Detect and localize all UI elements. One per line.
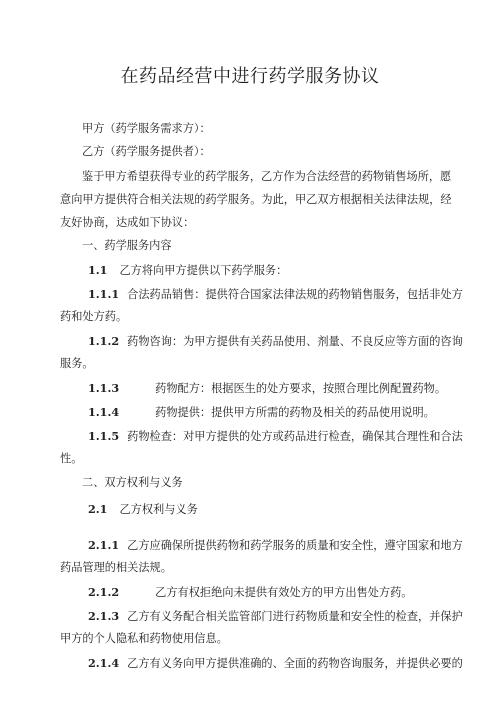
- clause-text: 药物提供：提供甲方所需的药物及相关的药品使用说明。: [155, 406, 435, 419]
- section-1-heading: 一、药学服务内容: [82, 239, 172, 252]
- clause-text: 药物咨询：为甲方提供有关药品使用、剂量、不良反应等方面的咨询: [127, 335, 463, 348]
- clause-2-1-3-cont: 甲方的个人隐私和药物使用信息。: [60, 632, 228, 645]
- clause-text: 合法药品销售：提供符合国家法律法规的药物销售服务，包括非处方: [127, 288, 463, 301]
- section-2-heading: 二、双方权利与义务: [82, 476, 183, 489]
- clause-text: 乙方有义务配合相关监管部门进行药物质量和安全性的检查，并保护: [127, 610, 463, 623]
- clause-2-1-1-cont: 药品管理的相关法规。: [60, 561, 172, 574]
- clause-text: 乙方有义务向甲方提供准确的、全面的药物咨询服务，并提供必要的: [127, 657, 463, 670]
- clause-1-1-1: [88, 287, 463, 302]
- intro-line-3: 友好协商，达成如下协议：: [60, 216, 195, 229]
- intro-line-2: 意向甲方提供符合相关法规的药学服务。为此，甲乙双方根据相关法律法规，经: [60, 193, 452, 206]
- clause-number: 2.1.2: [88, 585, 120, 599]
- clause-2-1-4: [88, 656, 463, 671]
- clause-number: 2.1.1: [88, 538, 120, 552]
- clause-number: 2.1.4: [88, 656, 120, 670]
- clause-number: 2.1: [88, 502, 108, 516]
- clause-2-1: [88, 502, 198, 517]
- party-a-line: 甲方（药学服务需求方）：: [82, 122, 211, 135]
- clause-text: 乙方有权拒绝向未提供有效处方的甲方出售处方药。: [155, 586, 413, 599]
- clause-number: 1.1.1: [88, 287, 120, 301]
- clause-number: 2.1.3: [88, 609, 120, 623]
- clause-text: 药物配方：根据医生的处方要求，按照合理比例配置药物。: [155, 382, 447, 395]
- clause-2-1-1: [88, 538, 463, 553]
- intro-line-1: 鉴于甲方希望获得专业的药学服务，乙方作为合法经营的药物销售场所，愿: [82, 170, 452, 183]
- clause-number: 1.1.3: [88, 381, 120, 395]
- clause-1-1-5: [88, 429, 463, 444]
- clause-text: 药物检查：对甲方提供的处方或药品进行检查，确保其合理性和合法: [127, 430, 463, 443]
- document-title: 在药品经营中进行药学服务协议: [120, 66, 380, 87]
- clause-number: 1.1.5: [88, 429, 120, 443]
- clause-number: 1.1.2: [88, 334, 120, 348]
- clause-1-1-2: [88, 334, 463, 349]
- clause-number: 1.1.4: [88, 405, 120, 419]
- clause-2-1-3: [88, 609, 463, 624]
- clause-1-1-4: [88, 405, 435, 420]
- clause-1-1-1-cont: 药和处方药。: [60, 310, 128, 323]
- clause-text: 乙方权利与义务: [119, 503, 198, 516]
- clause-text: 乙方应确保所提供药物和药学服务的质量和安全性，遵守国家和地方: [127, 539, 463, 552]
- clause-1-1-2-cont: 服务。: [60, 357, 94, 370]
- clause-1-1: [88, 263, 287, 278]
- clause-1-1-3: [88, 381, 446, 396]
- clause-text: 乙方将向甲方提供以下药学服务：: [119, 264, 288, 277]
- clause-number: 1.1: [88, 263, 108, 277]
- party-b-line: 乙方（药学服务提供者）：: [82, 145, 211, 158]
- clause-1-1-5-cont: 性。: [60, 452, 83, 465]
- clause-2-1-2: [88, 585, 412, 600]
